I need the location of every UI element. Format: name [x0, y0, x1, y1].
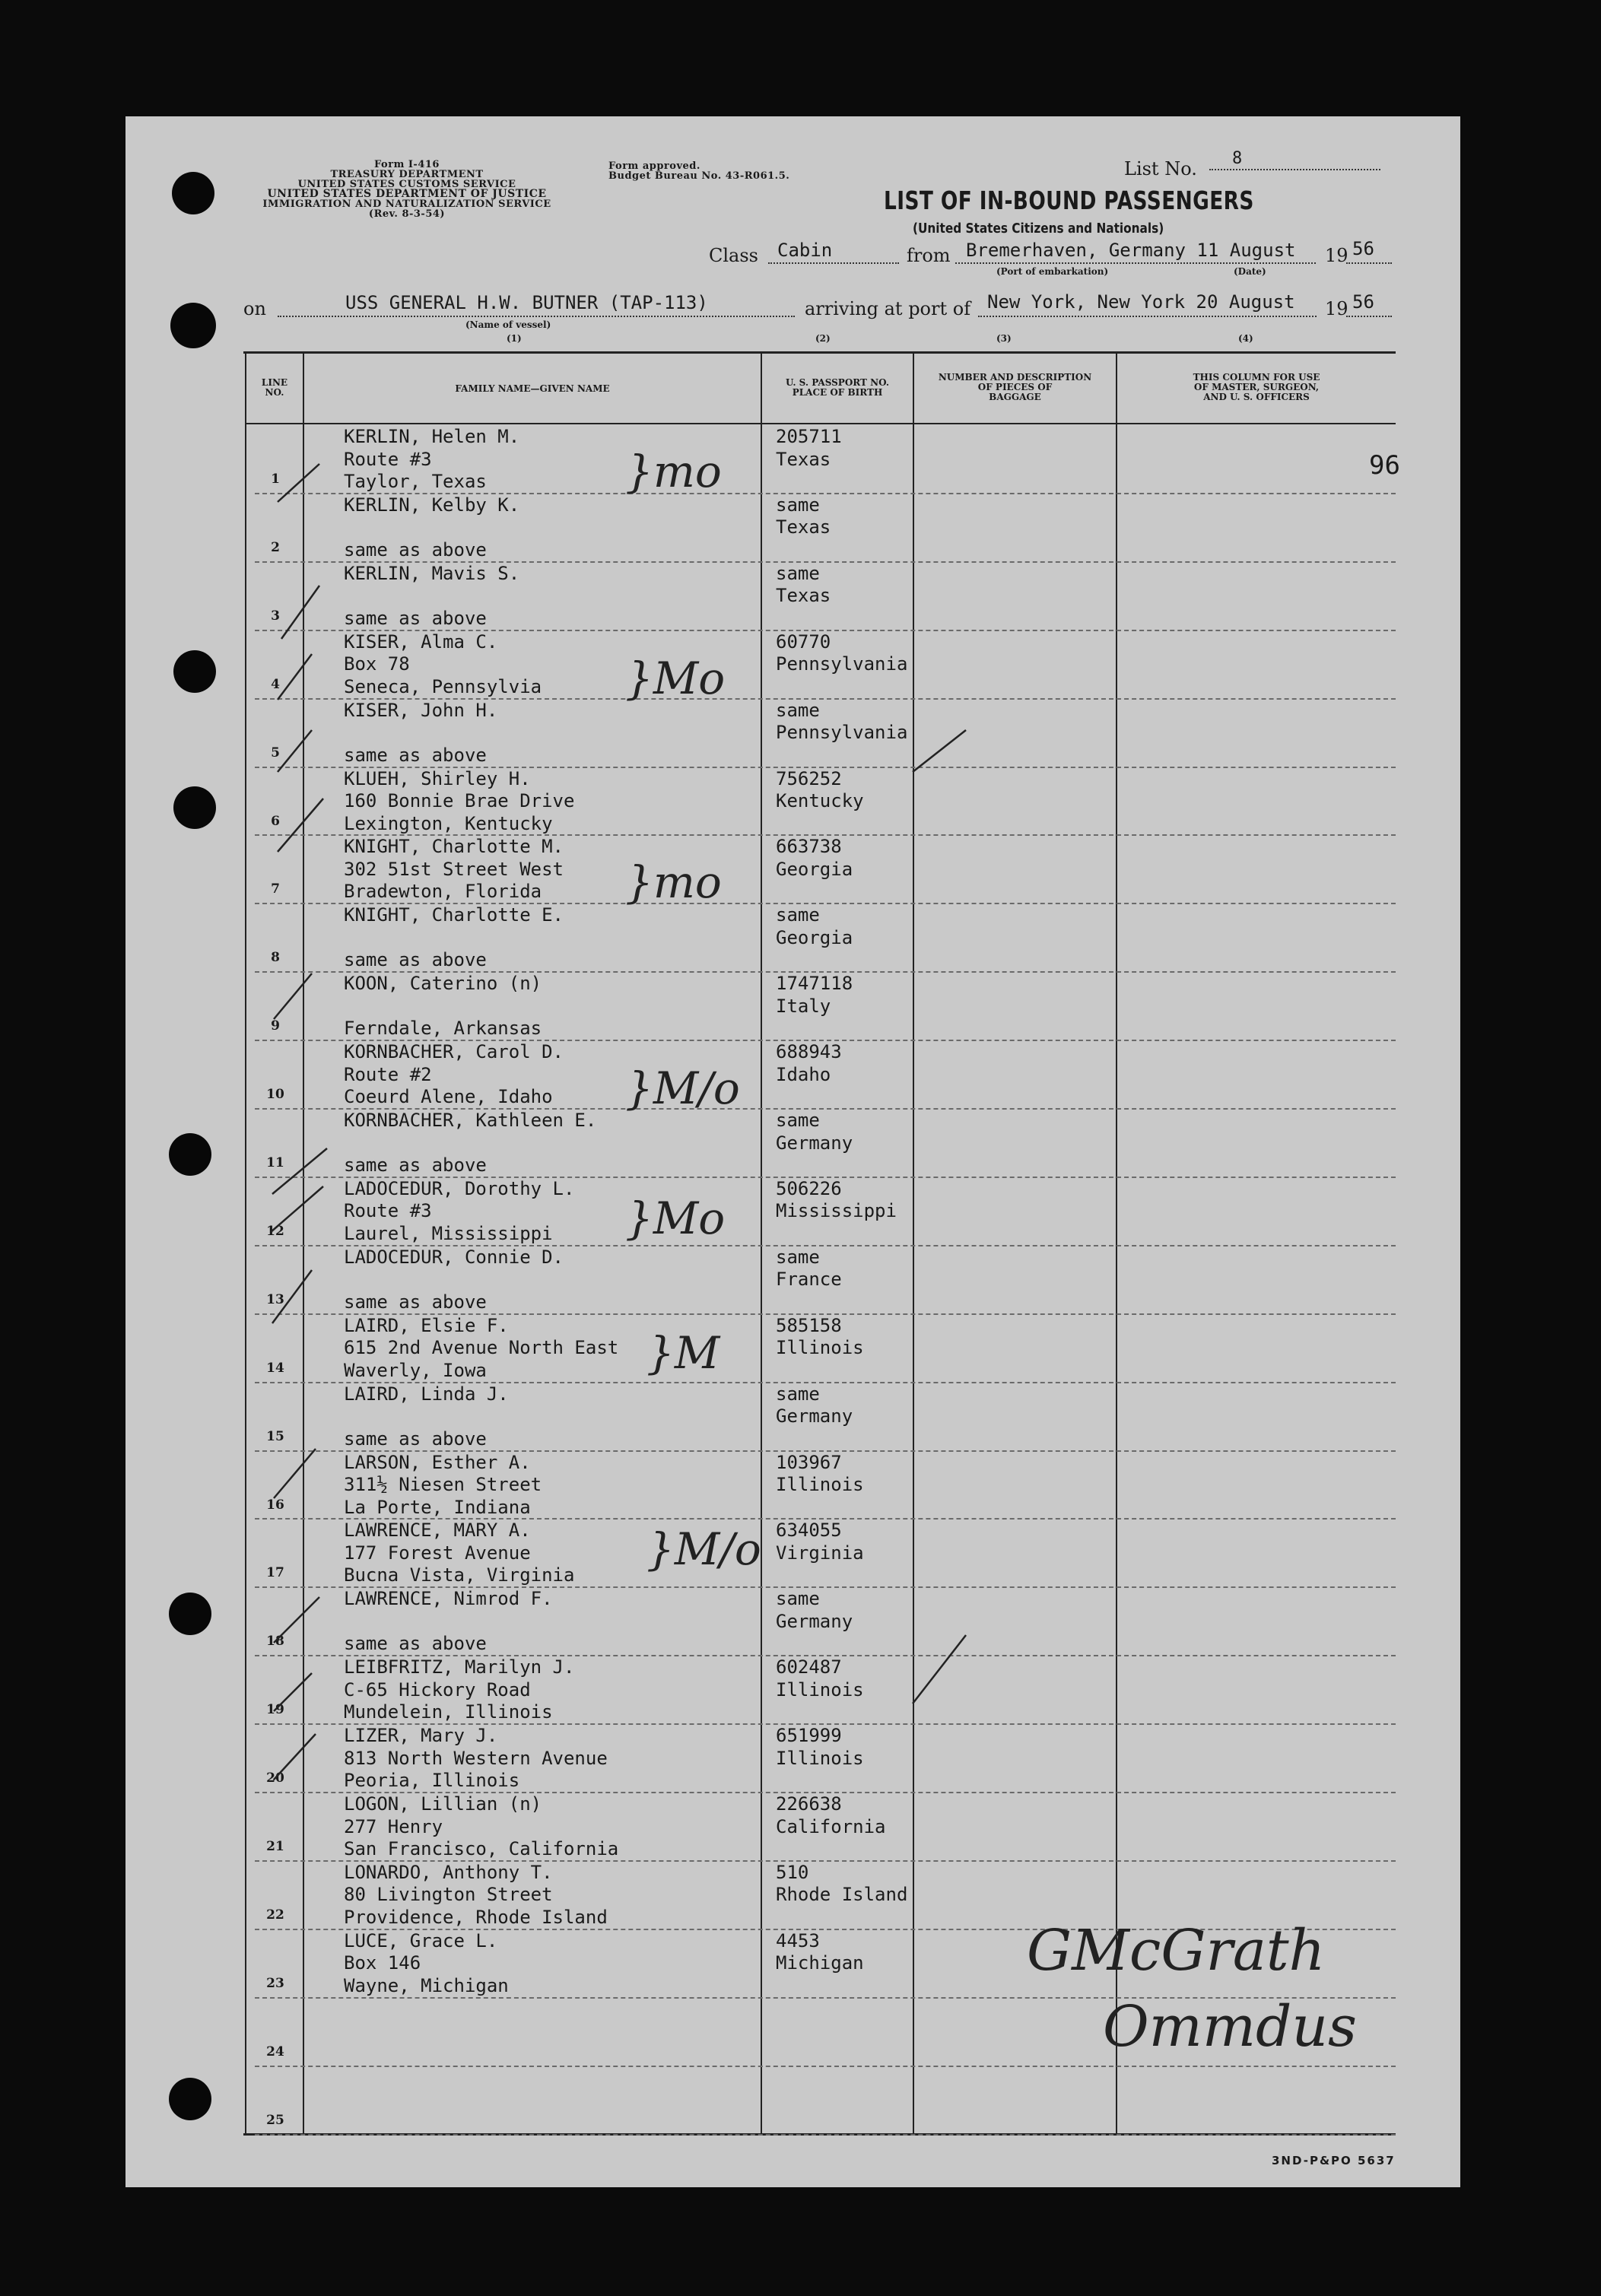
line-number: 22	[266, 1907, 284, 1923]
place-of-birth: Illinois	[776, 1337, 864, 1359]
address-city: Mundelein, Illinois	[344, 1701, 553, 1723]
passenger-name: LOGON, Lillian (n)	[344, 1793, 542, 1815]
budget-bureau: Budget Bureau No. 43-R061.5.	[608, 170, 790, 182]
check-mark	[278, 464, 319, 502]
passport-number: 688943	[776, 1041, 842, 1063]
passenger-name: KISER, Alma C.	[344, 630, 498, 653]
place-of-birth: Germany	[776, 1610, 853, 1632]
passport-number: 103967	[776, 1451, 842, 1473]
address-line: Box 146	[344, 1952, 421, 1974]
col-num-4: (4)	[1238, 333, 1253, 344]
address-city: La Porte, Indiana	[344, 1496, 531, 1518]
address-city: same as above	[344, 1633, 487, 1655]
address-city: same as above	[344, 744, 487, 766]
check-marks	[228, 426, 1019, 2122]
check-mark	[272, 1270, 312, 1323]
line-number: 23	[266, 1975, 284, 1991]
address-city: Seneca, Pennsylvia	[344, 675, 542, 697]
address-line: 277 Henry	[344, 1815, 443, 1837]
place-of-birth: Pennsylvania	[776, 722, 908, 744]
address-city: Providence, Rhode Island	[344, 1906, 608, 1928]
form-footer-code: 3ND-P&PO 5637	[1272, 2154, 1396, 2167]
passport-number: 602487	[776, 1656, 842, 1678]
col-num-1: (1)	[507, 333, 522, 344]
passport-number: same	[776, 699, 820, 721]
form-number: Form I-416	[374, 159, 440, 170]
page-count-number: 96	[1369, 450, 1400, 481]
binder-hole	[173, 650, 216, 693]
address-line: Route #2	[344, 1063, 432, 1085]
passenger-name: LAWRENCE, MARY A.	[344, 1520, 531, 1542]
line-number: 7	[271, 881, 280, 897]
line-number: 2	[271, 539, 280, 555]
handwritten-mark: }mo	[625, 446, 722, 497]
address-city: Lexington, Kentucky	[344, 812, 553, 834]
place-of-birth: California	[776, 1815, 886, 1837]
passport-number: same	[776, 1246, 820, 1268]
passenger-name: LADOCEDUR, Connie D.	[344, 1246, 564, 1268]
handwritten-mark: }M/o	[625, 1062, 740, 1114]
binder-hole	[170, 303, 216, 348]
binder-hole	[173, 786, 216, 829]
place-of-birth: Texas	[776, 516, 831, 538]
binder-hole	[172, 172, 214, 214]
line-number: 4	[271, 676, 280, 692]
list-no-label: List No.	[1124, 158, 1197, 179]
passenger-name: KERLIN, Kelby K.	[344, 494, 520, 516]
line-number: 21	[266, 1839, 284, 1854]
address-line: 813 North Western Avenue	[344, 1747, 608, 1769]
officer-signature: GMcGrath	[1027, 1918, 1326, 1983]
check-mark	[278, 730, 312, 772]
arriving-label: arriving at port of	[805, 298, 971, 319]
address-line: Box 78	[344, 653, 410, 675]
passenger-name: LONARDO, Anthony T.	[344, 1861, 553, 1883]
line-number: 3	[271, 608, 280, 624]
address-city: same as above	[344, 538, 487, 561]
passport-number: 651999	[776, 1725, 842, 1747]
check-mark	[272, 1148, 327, 1194]
place-of-birth: Germany	[776, 1405, 853, 1427]
line-number: 24	[266, 2044, 284, 2059]
place-of-birth: Georgia	[776, 858, 853, 880]
place-of-birth: Italy	[776, 995, 831, 1017]
passport-number: 756252	[776, 767, 842, 789]
place-of-birth: Germany	[776, 1132, 853, 1154]
line-number: 20	[266, 1770, 284, 1786]
form-revision: (Rev. 8-3-54)	[368, 208, 446, 220]
place-of-birth: Georgia	[776, 926, 853, 948]
address-line: C-65 Hickory Road	[344, 1678, 531, 1701]
check-mark	[274, 1673, 312, 1711]
col-num-2: (2)	[815, 333, 831, 344]
address-line: 160 Bonnie Brae Drive	[344, 790, 575, 811]
check-mark	[281, 586, 319, 639]
passenger-name: KORNBACHER, Kathleen E.	[344, 1110, 597, 1131]
list-no-value: 8	[1232, 149, 1243, 168]
address-city: Laurel, Mississippi	[344, 1222, 553, 1244]
address-line: 302 51st Street West	[344, 858, 564, 880]
header-baggage: NUMBER AND DESCRIPTION OF PIECES OF BAGGAGE	[938, 372, 1092, 402]
line-number: 19	[266, 1702, 284, 1718]
passport-number: 663738	[776, 836, 842, 858]
place-of-birth: Illinois	[776, 1747, 864, 1769]
passport-number: 634055	[776, 1520, 842, 1542]
line-number: 15	[266, 1428, 284, 1444]
arrival-port: New York, New York 20 August	[987, 291, 1295, 313]
vessel-name: USS GENERAL H.W. BUTNER (TAP-113)	[345, 292, 708, 313]
place-of-birth: Michigan	[776, 1952, 864, 1974]
place-of-birth: Rhode Island	[776, 1884, 908, 1906]
year-prefix: 19	[1325, 245, 1348, 266]
address-city: Taylor, Texas	[344, 471, 487, 492]
line-number: 17	[266, 1565, 284, 1581]
passport-number: 585158	[776, 1314, 842, 1336]
header-divider	[245, 423, 1396, 424]
on-label: on	[243, 298, 266, 319]
check-mark	[278, 654, 312, 700]
passport-number: same	[776, 1588, 820, 1610]
justice-dept: UNITED STATES DEPARTMENT OF JUSTICE	[267, 188, 547, 200]
address-city: same as above	[344, 607, 487, 629]
col-divider-baggage	[1116, 351, 1117, 2135]
check-mark	[913, 1635, 966, 1704]
passport-number: 226638	[776, 1793, 842, 1815]
address-city: same as above	[344, 1427, 487, 1450]
check-mark	[274, 1449, 316, 1498]
line-number: 9	[271, 1018, 280, 1034]
passenger-name: KOON, Caterino (n)	[344, 973, 542, 995]
handwritten-mark: }mo	[625, 856, 722, 908]
binder-hole	[169, 1593, 211, 1635]
passenger-name: KNIGHT, Charlotte E.	[344, 904, 564, 926]
embarkation-value: Bremerhaven, Germany 11 August	[966, 240, 1296, 261]
line-number: 1	[271, 472, 280, 487]
handwritten-mark: }Mo	[625, 1192, 726, 1244]
place-of-birth: Virginia	[776, 1542, 864, 1564]
passenger-name: KNIGHT, Charlotte M.	[344, 836, 564, 858]
header-line-no: LINE NO.	[261, 377, 288, 398]
customs-service: UNITED STATES CUSTOMS SERVICE	[297, 179, 516, 190]
line-number: 6	[271, 813, 280, 829]
approval-line: Form approved.	[608, 160, 700, 172]
passenger-name: LIZER, Mary J.	[344, 1725, 498, 1747]
passenger-name: LADOCEDUR, Dorothy L.	[344, 1177, 575, 1199]
check-mark	[278, 799, 323, 852]
line-number: 11	[266, 1155, 284, 1170]
passenger-name: LAIRD, Linda J.	[344, 1383, 509, 1405]
passenger-name: LEIBFRITZ, Marilyn J.	[344, 1656, 575, 1678]
address-city: same as above	[344, 949, 487, 971]
passport-number: same	[776, 562, 820, 584]
binder-hole	[169, 1133, 211, 1176]
passport-number: same	[776, 1110, 820, 1131]
address-city: Ferndale, Arkansas	[344, 1018, 542, 1040]
handwritten-mark: }M/o	[646, 1523, 761, 1575]
address-city: same as above	[344, 1291, 487, 1313]
port-caption: (Port of embarkation)	[996, 266, 1109, 277]
treasury-dept: TREASURY DEPARTMENT	[330, 169, 484, 180]
line-number: 5	[271, 745, 280, 761]
date-caption: (Date)	[1234, 266, 1266, 277]
passport-number: 506226	[776, 1177, 842, 1199]
binder-hole	[169, 2078, 211, 2120]
passport-number: 205711	[776, 426, 842, 447]
passport-number: 60770	[776, 630, 831, 653]
passenger-name: KISER, John H.	[344, 699, 498, 721]
address-city: Bradewton, Florida	[344, 881, 542, 903]
passport-number: 1747118	[776, 973, 853, 995]
officer-signature-second: Ommdus	[1103, 1994, 1358, 2059]
line-number: 16	[266, 1497, 284, 1513]
place-of-birth: Texas	[776, 448, 831, 470]
address-city: Wayne, Michigan	[344, 1974, 509, 1996]
passport-number: 4453	[776, 1929, 820, 1951]
passport-number: same	[776, 494, 820, 516]
check-mark	[274, 1597, 319, 1643]
handwritten-mark: }Mo	[625, 653, 726, 704]
check-mark	[271, 1186, 323, 1232]
passenger-name: KORNBACHER, Carol D.	[344, 1041, 564, 1063]
approval-block	[608, 161, 789, 181]
passenger-name: LAWRENCE, Nimrod F.	[344, 1588, 553, 1610]
address-city: Peoria, Illinois	[344, 1770, 520, 1792]
header-officers: THIS COLUMN FOR USE OF MASTER, SURGEON, AND U. S. OFFICERS	[1193, 372, 1320, 402]
passport-number: 510	[776, 1861, 809, 1883]
place-of-birth: Texas	[776, 585, 831, 607]
year-value: 56	[1352, 238, 1374, 259]
place-of-birth: Illinois	[776, 1678, 864, 1701]
address-line: Route #3	[344, 1200, 432, 1222]
check-mark	[913, 730, 966, 772]
place-of-birth: Illinois	[776, 1474, 864, 1495]
arrival-year-value: 56	[1352, 291, 1374, 313]
class-value: Cabin	[777, 240, 833, 261]
passenger-name: LAIRD, Elsie F.	[344, 1314, 509, 1336]
header-passport: U. S. PASSPORT NO. PLACE OF BIRTH	[785, 377, 890, 398]
document-title: LIST OF IN-BOUND PASSENGERS	[884, 186, 1254, 215]
passport-number: same	[776, 1383, 820, 1405]
line-number: 12	[266, 1223, 284, 1239]
address-city: Bucna Vista, Virginia	[344, 1564, 575, 1586]
address-city: Coeurd Alene, Idaho	[344, 1086, 553, 1108]
address-line: 615 2nd Avenue North East	[344, 1337, 619, 1359]
place-of-birth: Mississippi	[776, 1200, 897, 1222]
check-mark	[274, 973, 312, 1019]
line-number: 14	[266, 1360, 284, 1376]
address-line: Route #3	[344, 448, 432, 470]
passport-number: same	[776, 904, 820, 926]
passenger-name: LUCE, Grace L.	[344, 1929, 498, 1951]
line-number: 25	[266, 2112, 284, 2128]
col-num-3: (3)	[996, 333, 1012, 344]
place-of-birth: Pennsylvania	[776, 653, 908, 675]
passenger-name: KERLIN, Helen M.	[344, 426, 520, 447]
address-line: 80 Livington Street	[344, 1884, 553, 1906]
passenger-name: LARSON, Esther A.	[344, 1451, 531, 1473]
line-number: 8	[271, 950, 280, 966]
vessel-caption: (Name of vessel)	[465, 319, 551, 330]
form-block	[228, 160, 586, 219]
ins-service: IMMIGRATION AND NATURALIZATION SERVICE	[262, 198, 551, 210]
class-label: Class	[709, 245, 758, 266]
passenger-name: KERLIN, Mavis S.	[344, 562, 520, 584]
arrival-year-prefix: 19	[1325, 298, 1348, 319]
address-city: San Francisco, California	[344, 1838, 619, 1859]
address-city: same as above	[344, 1154, 487, 1176]
address-city: Waverly, Iowa	[344, 1359, 487, 1381]
place-of-birth: France	[776, 1269, 842, 1291]
line-number: 10	[266, 1087, 284, 1103]
address-line: 311½ Niesen Street	[344, 1474, 542, 1495]
check-mark	[274, 1734, 316, 1780]
document-subtitle: (United States Citizens and Nationals)	[913, 221, 1164, 237]
address-line: 177 Forest Avenue	[344, 1542, 531, 1564]
header-name: FAMILY NAME—GIVEN NAME	[455, 383, 610, 394]
from-label: from	[907, 245, 951, 266]
place-of-birth: Kentucky	[776, 790, 864, 811]
table-top-rule	[243, 351, 1396, 354]
handwritten-mark: }M	[646, 1327, 720, 1379]
place-of-birth: Idaho	[776, 1063, 831, 1085]
line-number: 18	[266, 1634, 284, 1650]
passenger-name: KLUEH, Shirley H.	[344, 767, 531, 789]
line-number: 13	[266, 1291, 284, 1307]
row-divider	[255, 2134, 1396, 2136]
